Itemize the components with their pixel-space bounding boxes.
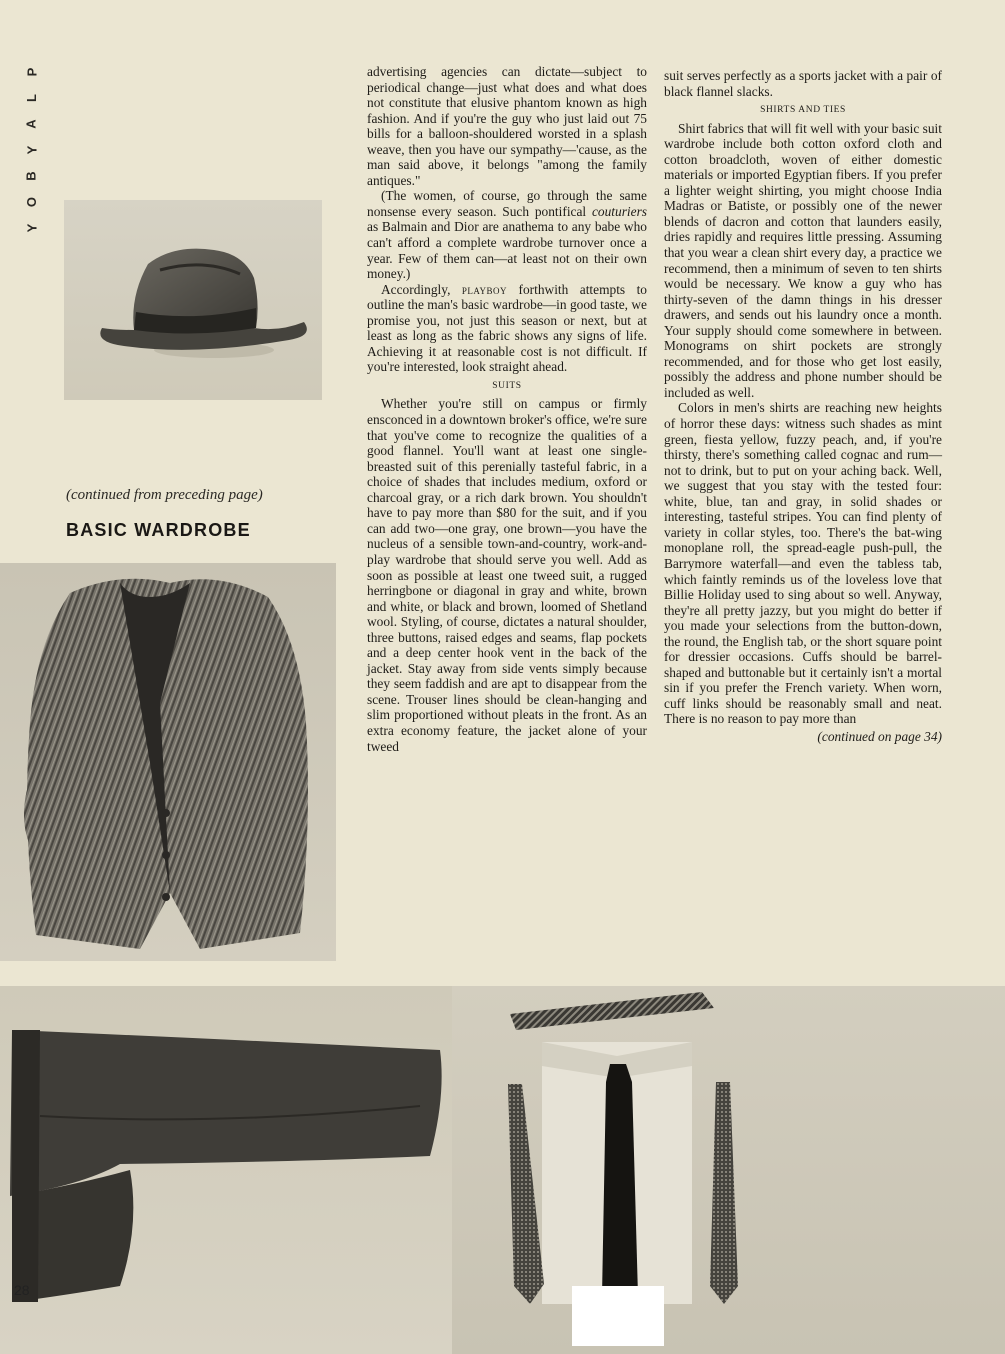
section-heading-suits: SUITS [492, 380, 522, 391]
article-paragraph: Shirt fabrics that will fit well with your basic suit wardrobe include both cotton oxford cloth and cotton broadcloth, woven of either domestic materials or imported Egyptian fibers. If you prefer a lighter weight shirting, you might choose India Madras or Batiste, or possibly one of the newer blends of dacron and cotton that launders easily, dries rapidly and requires little pressing. Assuming that you wear a clean shirt every day, a practice we recommend, then a minimum of seven to ten shirts would be necessary. We know a guy who has thirty-seven of the damn things in his dresser drawers, and sends out his laundry once a month. Your supply should come somewhere in between. Monograms on shirt pockets are strongly recommended, and for those who get lost easily, possibly the address and phone number should be included as well. [664, 120, 942, 400]
article-column-right [664, 68, 942, 745]
running-head-letter: P [23, 67, 39, 77]
article-text: as Balmain and Dior are anathema to any babe who can't afford a complete wardrobe turnover once a year. Few of them can—at least not on their own money.) [367, 219, 647, 282]
running-head-letter: Y [23, 223, 39, 233]
continued-on-note: (continued on page 34) [817, 728, 942, 744]
article-paragraph: suit serves perfectly as a sports jacket with a pair of black flannel slacks. [664, 68, 942, 99]
running-head-letter: A [23, 119, 39, 129]
running-head-letter: O [24, 196, 39, 208]
page-number: 28 [14, 1282, 30, 1298]
article-paragraph: Colors in men's shirts are reaching new heights of horror these days: witness such shades as mint green, fiesta yellow, fuzzy peach, and, if you're thirsty, there's something called cognac and rum—not to drink, but to put on your aching back. Well, we suggest that you stay with the tested four: white, blue, tan and gray, in solid shades or interesting, tasteful stripes. You can find plenty of variety in collar styles, too. There's the bat-wing monoplane roll, the spread-eagle push-pull, the Barrymore waterfall—and even the tabless tab, which faintly reminds us of the loveless love that Billie Holiday used to sing about so well. Anyway, they're all pretty jazzy, but you might do better if you made your selections from the button-down, the round, the English tab, or the short square point for dressier occasions. Cuffs should be barrel-shaped and buttonable but it certainly isn't a mortal sin if you prefer the French variety. When worn, cuff links should be reasonably small and neat. There is no reason to pay more than [664, 400, 942, 727]
shirt-and-ties-icon [452, 986, 1005, 1354]
running-head [18, 62, 46, 233]
section-heading-shirts-and-ties: SHIRTS AND TIES [760, 105, 846, 116]
running-head-letter: L [23, 94, 39, 102]
trousers-photo [0, 986, 452, 1354]
continued-from-note: (continued from preceding page) [66, 487, 263, 503]
shirt-and-ties-photo [452, 986, 1005, 1354]
article-text: Accordingly, [381, 281, 462, 297]
article-paragraph [367, 188, 647, 281]
article-emphasis: couturiers [591, 203, 647, 219]
fedora-hat-icon [64, 200, 322, 400]
article-text: forthwith attempts to outline the man's basic wardrobe—in good taste, we promise you, not just this season or next, but at least as long as the fabric shows any signs of life. Achieving it at reasonable cost is not difficult. If you're interested, look straight ahead. [367, 281, 647, 375]
article-paragraph [367, 282, 647, 375]
magazine-name-smallcaps: playboy [461, 281, 508, 297]
tweed-jacket-icon [0, 563, 336, 961]
article-text: (The women, of course, go through the same nonsense every season. Such pontifical [367, 188, 647, 219]
hat-photo [64, 200, 322, 400]
article-paragraph: advertising agencies can dictate—subject to periodical change—just what does and what does not constitute that elusive phantom known as high fashion. And if you're the guy who just laid out 75 bills for a balloon-shouldered worsted in a splash weave, then you have our sympathy—'cause, as the man said above, it belongs "among the family antiques." [367, 64, 647, 188]
trousers-icon [0, 986, 452, 1354]
article-column-left [367, 64, 647, 754]
running-head-letter: B [23, 171, 39, 181]
tweed-jacket-photo [0, 563, 336, 961]
article-paragraph: Whether you're still on campus or firmly ensconced in a downtown broker's office, we're sure that you've come to recognize the qualities of a good flannel. You'll want at least one single-breasted suit of this perenially tasteful fabric, in a choice of shades that includes medium, oxford or charcoal gray, or a rich dark brown. You shouldn't have to pay more than $80 for the suit, and if you can add two—one gray, one brown—you have the nucleus of a sensible town-and-country, work-and-play wardrobe that should serve you well. Add as soon as possible at least one tweed suit, a rugged herringbone or diagonal in gray and white, brown and white, or black and brown, loomed of Shetland wool. Styling, of course, dictates a natural shoulder, three buttons, raised edges and seams, flap pockets and a deep center hook vent in the back of the jacket. Stay away from side vents simply because they seem faddish and are apt to disappear from the scene. Trouser lines should be clean-hanging and slim proportioned without pleats in the front. As an extra economy feature, the jacket alone of your tweed [367, 396, 647, 754]
running-head-letter: Y [23, 145, 39, 155]
feature-title: BASIC WARDROBE [66, 520, 251, 540]
